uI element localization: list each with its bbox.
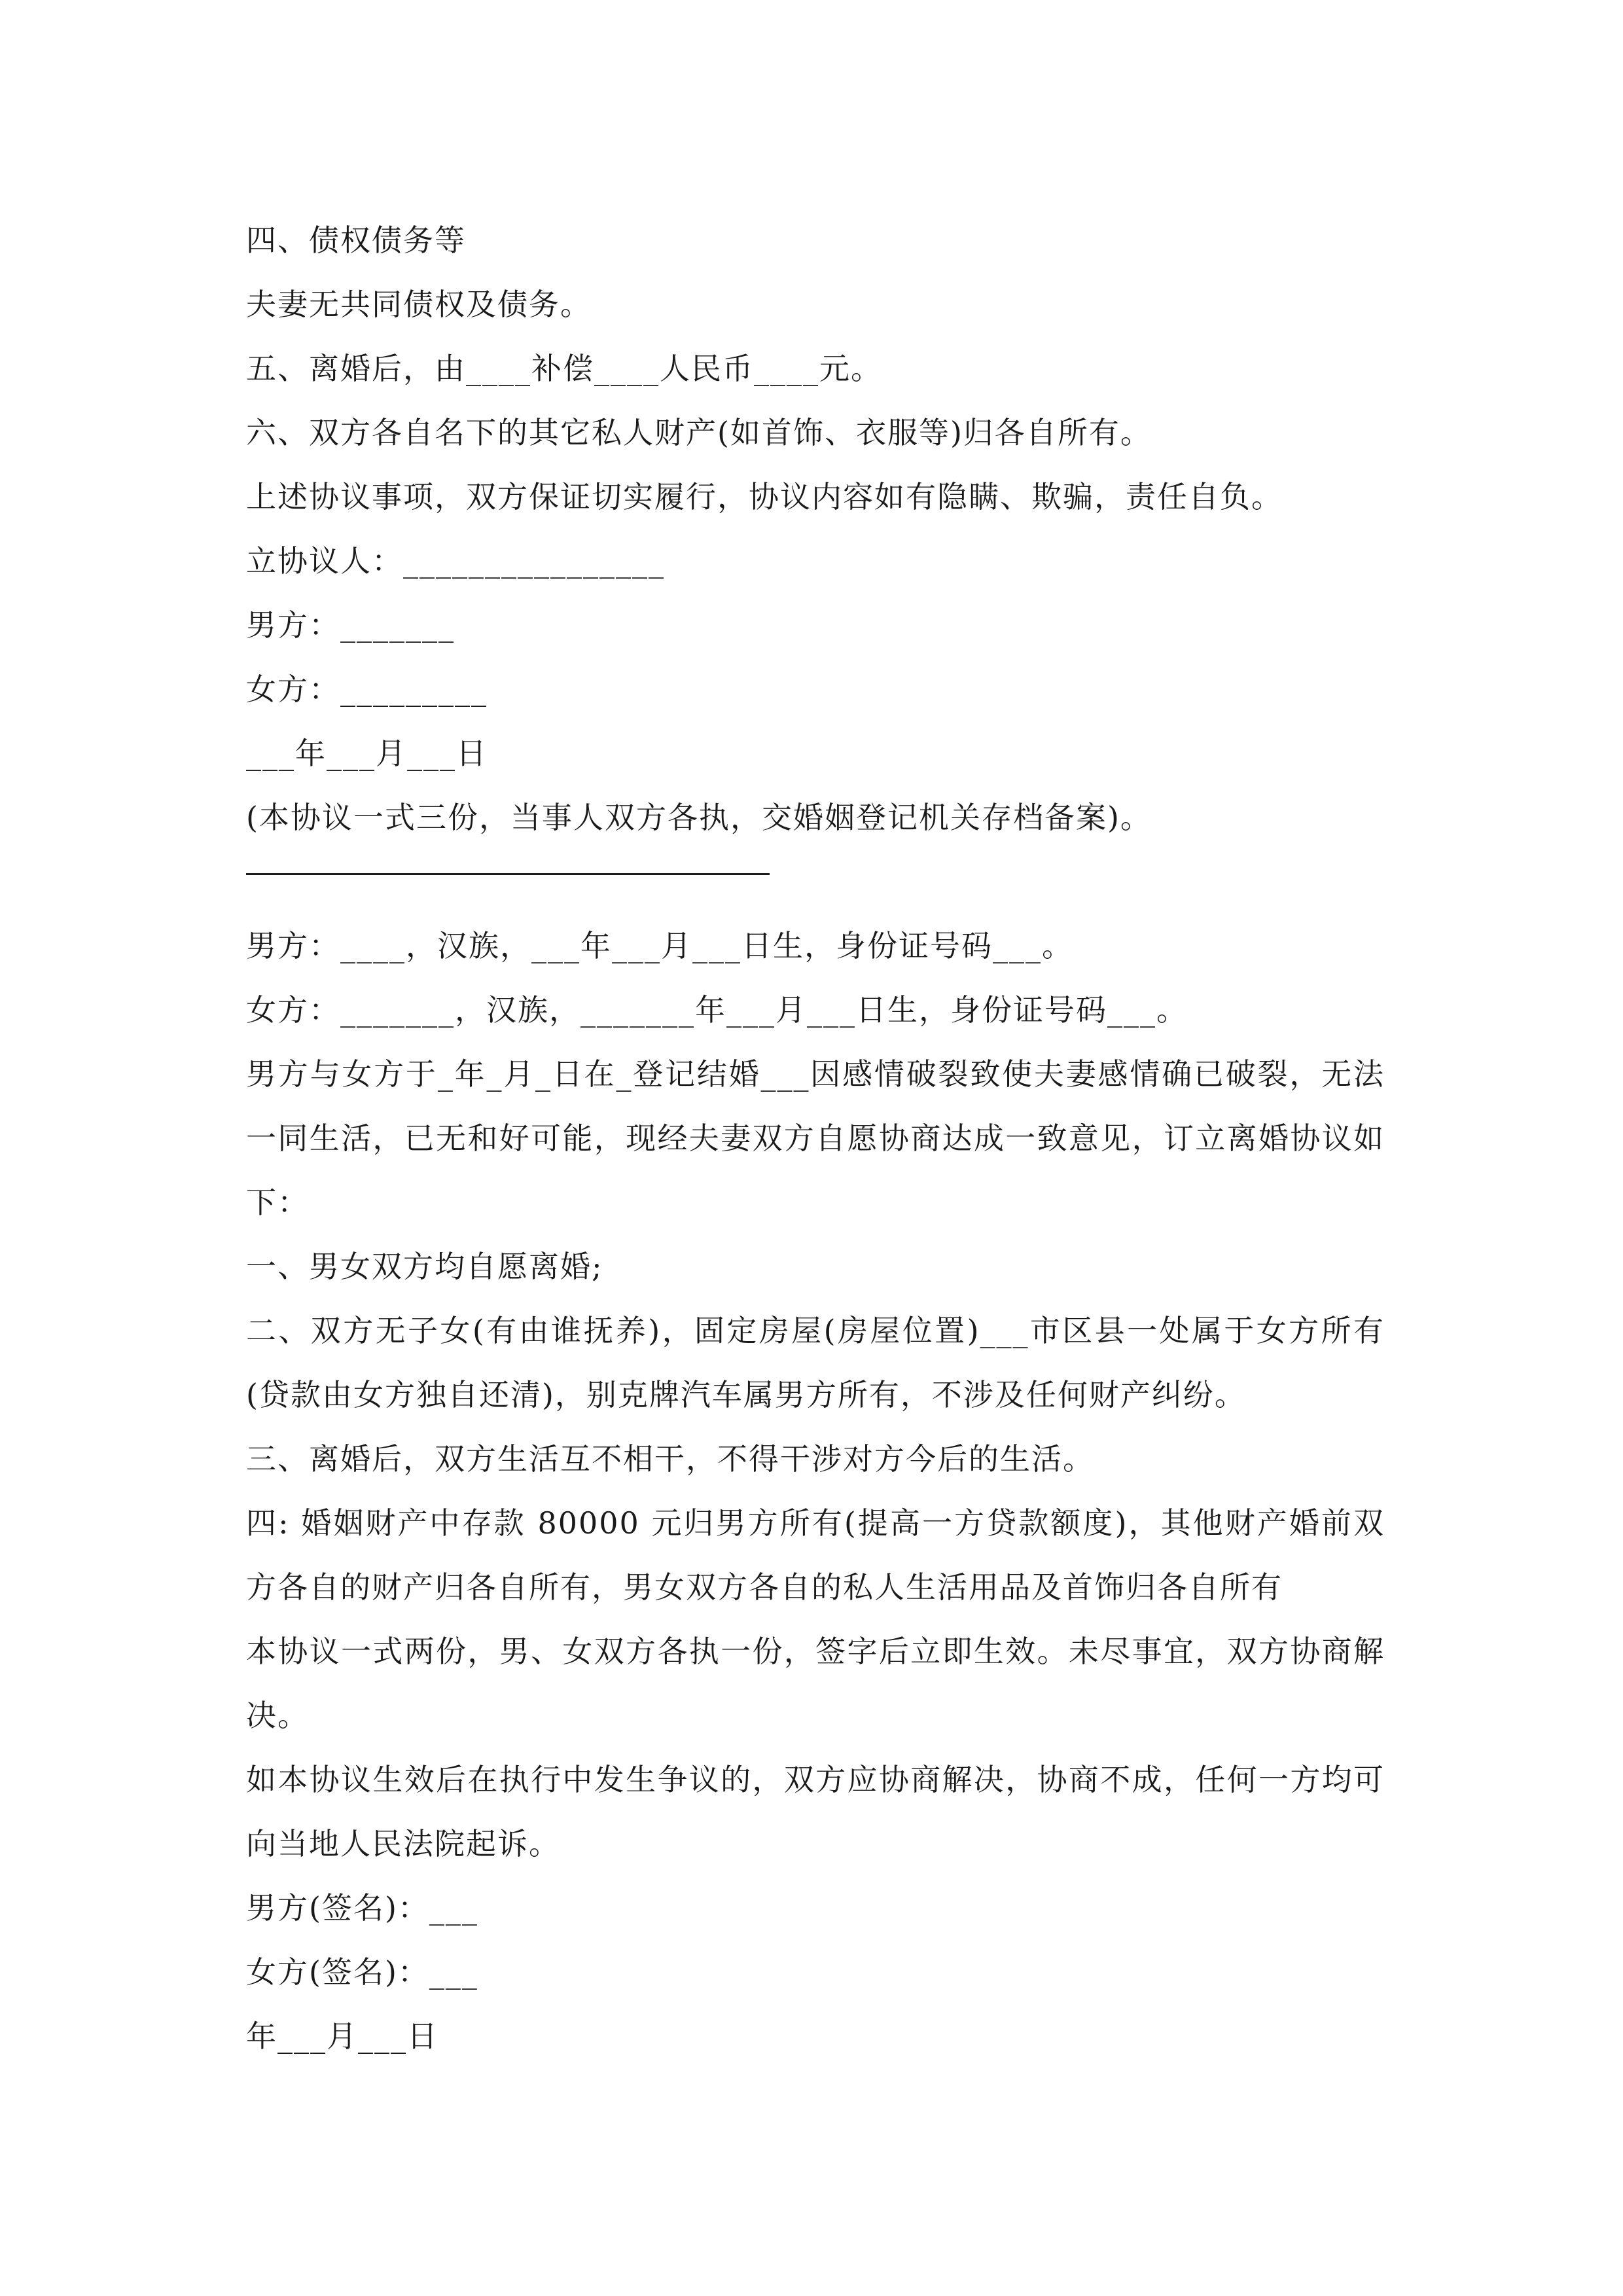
- document-page: [246, 208, 1385, 2068]
- text-line: 上述协议事项，双方保证切实履行，协议内容如有隐瞒、欺骗，责任自负。: [246, 479, 1283, 514]
- male-line: 男方：_______: [246, 607, 455, 643]
- section-heading: 四、债权债务等: [246, 223, 466, 258]
- agreement-item-2: 二、双方无子女(有由谁抚养)，固定房屋(房屋位置)___市区县一处属于女方所有(贷款由女方独自还清)，别克牌汽车属男方所有，不涉及任何财产纠纷。: [246, 1313, 1385, 1412]
- female-signature-line: 女方(签名)：___: [246, 1954, 478, 1990]
- copies-paragraph: 本协议一式两份，男、女双方各执一份，签字后立即生效。未尽事宜，双方协商解决。: [246, 1634, 1385, 1733]
- text-line: 五、离婚后，由____补偿____人民币____元。: [246, 351, 882, 386]
- section-divider: [246, 850, 1385, 914]
- divider-line: [246, 873, 770, 875]
- agreement-item-1: 一、男女双方均自愿离婚;: [246, 1249, 603, 1284]
- text-line: 六、双方各自名下的其它私人财产(如首饰、衣服等)归各自所有。: [246, 415, 1152, 450]
- agreement-item-3: 三、离婚后，双方生活互不相干，不得干涉对方今后的生活。: [246, 1441, 1094, 1477]
- dispute-paragraph: 如本协议生效后在执行中发生争议的，双方应协商解决，协商不成，任何一方均可向当地人民法院起诉。: [246, 1762, 1385, 1861]
- text-line: 夫妻无共同债权及债务。: [246, 287, 592, 322]
- date-line: ___年___月___日: [246, 736, 488, 771]
- female-line: 女方：_________: [246, 672, 488, 707]
- intro-paragraph: 男方与女方于_年_月_日在_登记结婚___因感情破裂致使夫妻感情确已破裂，无法一同生活，已无和好可能，现经夫妻双方自愿协商达成一致意见，订立离婚协议如下：: [246, 1056, 1385, 1220]
- male-signature-line: 男方(签名)：___: [246, 1890, 478, 1926]
- signature-date-line: 年___月___日: [246, 2018, 438, 2054]
- male-info-line: 男方：____，汉族，___年___月___日生，身份证号码___。: [246, 928, 1073, 963]
- agreement-item-4: 四: 婚姻财产中存款 80000 元归男方所有(提高一方贷款额度)，其他财产婚前双方各自的财产归各自所有，男女双方各自的私人生活用品及首饰归各自所有: [246, 1505, 1385, 1605]
- female-info-line: 女方：_______，汉族，_______年___月___日生，身份证号码___。: [246, 992, 1188, 1028]
- signatory-line: 立协议人：________________: [246, 543, 665, 579]
- text-line: (本协议一式三份，当事人双方各执，交婚姻登记机关存档备案)。: [246, 800, 1152, 835]
